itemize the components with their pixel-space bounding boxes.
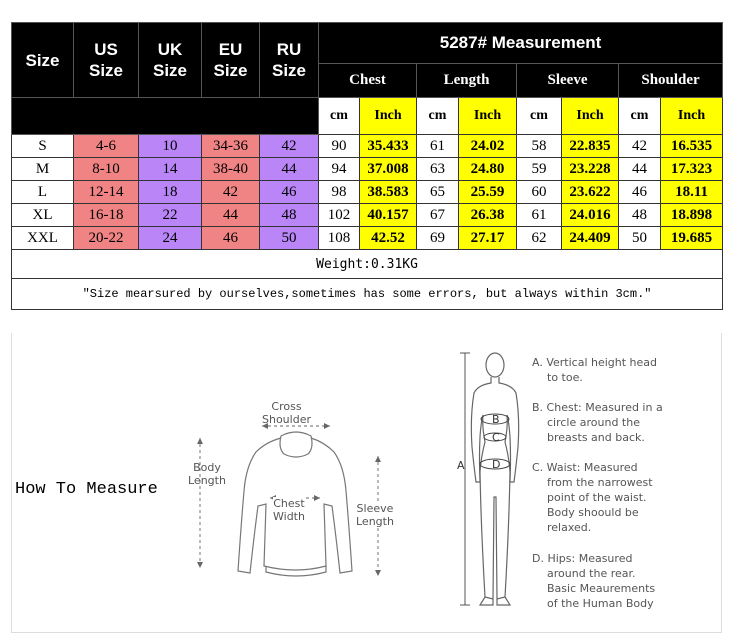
cell-shoulder-cm: 44 [619,158,661,181]
cell-us-size: 8-10 [74,158,139,181]
cell-us-size: 12-14 [74,181,139,204]
cell-length-cm: 67 [417,204,459,227]
cell-sleeve-cm: 61 [517,204,562,227]
cell-eu-size: 34-36 [202,135,260,158]
cell-sleeve-inch: 24.409 [562,227,619,250]
label-sleeve-length: Sleeve Length [356,502,394,528]
cell-eu-size: 42 [202,181,260,204]
unit-cm: cm [619,98,661,135]
cell-size: M [12,158,74,181]
cell-shoulder-cm: 48 [619,204,661,227]
unit-cm: cm [417,98,459,135]
cell-sleeve-cm: 62 [517,227,562,250]
cell-uk-size: 14 [139,158,202,181]
cell-length-cm: 65 [417,181,459,204]
cell-shoulder-cm: 46 [619,181,661,204]
cell-ru-size: 48 [260,204,319,227]
label-chest-width: Chest Width [273,497,305,523]
header-uk-size: UK Size [139,23,202,98]
cell-chest-cm: 108 [319,227,360,250]
unit-cm: cm [319,98,360,135]
cell-sleeve-cm: 58 [517,135,562,158]
cell-shoulder-cm: 42 [619,135,661,158]
cell-sleeve-inch: 24.016 [562,204,619,227]
cell-uk-size: 24 [139,227,202,250]
body-letter-b: B [492,413,500,426]
cell-sleeve-cm: 59 [517,158,562,181]
cell-ru-size: 46 [260,181,319,204]
unit-inch: Inch [661,98,723,135]
cell-uk-size: 10 [139,135,202,158]
cell-chest-inch: 42.52 [360,227,417,250]
cell-shoulder-inch: 18.898 [661,204,723,227]
cell-length-inch: 24.80 [459,158,517,181]
cell-chest-cm: 102 [319,204,360,227]
cell-ru-size: 44 [260,158,319,181]
measurement-title: 5287# Measurement [319,23,723,64]
cell-shoulder-cm: 50 [619,227,661,250]
cell-shoulder-inch: 17.323 [661,158,723,181]
measurement-note: "Size mearsured by ourselves,sometimes has some errors, but always within 3cm." [12,279,723,310]
human-body-diagram-icon [450,347,530,627]
cell-us-size: 16-18 [74,204,139,227]
unit-row-spacer [12,98,319,135]
header-sleeve: Sleeve [517,64,619,98]
header-us-size: US Size [74,23,139,98]
label-body-length: Body Length [188,461,226,487]
cell-length-inch: 25.59 [459,181,517,204]
unit-inch: Inch [459,98,517,135]
body-letter-d: D [492,458,501,471]
size-chart-table [11,22,723,310]
cell-length-inch: 24.02 [459,135,517,158]
cell-us-size: 20-22 [74,227,139,250]
header-eu-size: EU Size [202,23,260,98]
cell-chest-cm: 90 [319,135,360,158]
label-cross-shoulder: Cross Shoulder [262,400,311,426]
cell-eu-size: 44 [202,204,260,227]
cell-chest-inch: 35.433 [360,135,417,158]
unit-inch: Inch [360,98,417,135]
cell-size: XL [12,204,74,227]
unit-cm: cm [517,98,562,135]
cell-shoulder-inch: 19.685 [661,227,723,250]
table-row [12,227,723,250]
table-row [12,158,723,181]
header-size: Size [12,23,74,98]
cell-size: XXL [12,227,74,250]
table-row [12,204,723,227]
table-row [12,135,723,158]
body-letter-a: A [457,459,465,472]
cell-length-cm: 69 [417,227,459,250]
cell-sleeve-inch: 23.228 [562,158,619,181]
unit-inch: Inch [562,98,619,135]
legend-b: B. Chest: Measured in a circle around the breasts and back. [532,401,663,444]
cell-shoulder-inch: 16.535 [661,135,723,158]
cell-ru-size: 50 [260,227,319,250]
cell-sleeve-inch: 22.835 [562,135,619,158]
cell-length-inch: 27.17 [459,227,517,250]
cell-length-cm: 63 [417,158,459,181]
cell-sleeve-inch: 23.622 [562,181,619,204]
table-row [12,181,723,204]
header-chest: Chest [319,64,417,98]
header-shoulder: Shoulder [619,64,723,98]
cell-chest-inch: 40.157 [360,204,417,227]
how-to-measure-title: How To Measure [15,480,158,499]
cell-us-size: 4-6 [74,135,139,158]
cell-sleeve-cm: 60 [517,181,562,204]
cell-uk-size: 22 [139,204,202,227]
cell-chest-cm: 98 [319,181,360,204]
cell-size: S [12,135,74,158]
header-ru-size: RU Size [260,23,319,98]
cell-chest-inch: 38.583 [360,181,417,204]
cell-uk-size: 18 [139,181,202,204]
cell-length-cm: 61 [417,135,459,158]
weight-info: Weight:0.31KG [12,250,723,279]
cell-shoulder-inch: 18.11 [661,181,723,204]
cell-length-inch: 26.38 [459,204,517,227]
cell-ru-size: 42 [260,135,319,158]
legend-c: C. Waist: Measured from the narrowest point of the waist. Body shoould be relaxed. [532,461,653,534]
body-letter-c: C [492,431,500,444]
cell-size: L [12,181,74,204]
cell-eu-size: 38-40 [202,158,260,181]
header-length: Length [417,64,517,98]
cell-chest-inch: 37.008 [360,158,417,181]
size-rows [12,135,723,250]
legend-a: A. Vertical height head to toe. [532,356,658,384]
legend-d: D. Hips: Measured around the rear. Basic Meaurements of the Human Body [532,552,656,610]
cell-eu-size: 46 [202,227,260,250]
cell-chest-cm: 94 [319,158,360,181]
